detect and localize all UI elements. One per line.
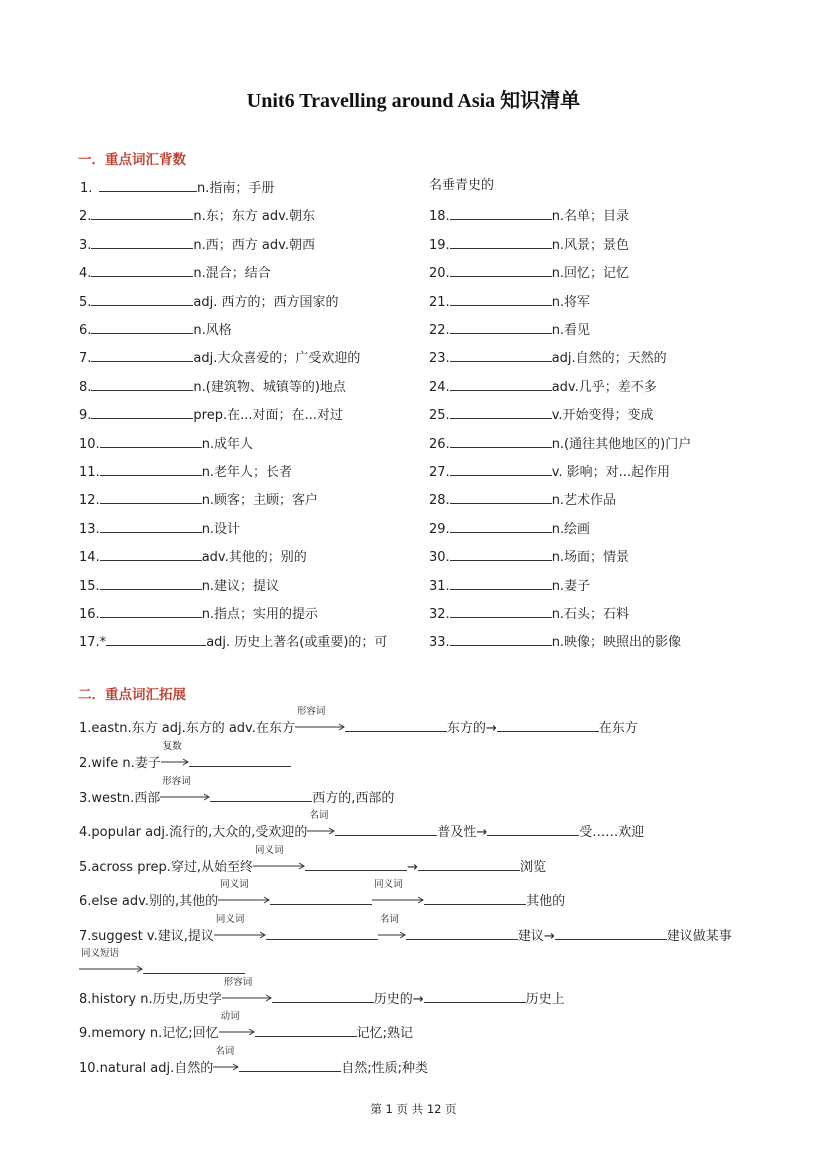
item-text: 建议做某事 <box>666 929 732 944</box>
item-number: 33. <box>429 635 450 651</box>
arrow-line <box>219 1028 255 1036</box>
vocab-item <box>429 377 657 396</box>
vocab-item <box>429 604 629 623</box>
answer-blank[interactable] <box>450 206 552 220</box>
item-number: 16. <box>79 607 100 622</box>
item-definition: adj. 西方的；西方国家的 <box>193 294 339 310</box>
arrow-icon <box>218 879 270 905</box>
item-definition: v.开始变得；变成 <box>551 408 654 424</box>
item-definition: n.回忆；记忆 <box>551 266 630 282</box>
answer-blank[interactable] <box>100 576 202 590</box>
vocab-item <box>429 320 590 339</box>
expansion-item <box>79 977 565 1009</box>
arrow-label: 同义词 <box>220 879 249 890</box>
arrow-label: 动词 <box>220 1011 240 1022</box>
item-text: 浏览 <box>519 860 546 875</box>
item-lead: 8.history n.历史,历史学 <box>79 992 222 1007</box>
vocab-item <box>79 263 271 282</box>
arrow-line <box>222 994 272 1002</box>
item-number: 9. <box>79 408 92 424</box>
answer-blank[interactable] <box>100 490 202 504</box>
arrow-label: 复数 <box>162 741 182 752</box>
item-definition: adv.几乎；差不多 <box>551 379 657 395</box>
item-number: 26. <box>429 436 450 452</box>
vocab-item <box>429 206 629 225</box>
expansion-item <box>79 879 566 911</box>
expansion-item <box>79 1011 413 1043</box>
answer-blank[interactable] <box>450 490 552 504</box>
item-definition: adj.大众喜爱的；广受欢迎的 <box>193 351 361 367</box>
vocab-item <box>79 462 292 481</box>
item-definition: n.看见 <box>551 323 591 338</box>
item-number: 10. <box>79 436 100 452</box>
vocab-item <box>79 604 318 623</box>
arrow-line <box>378 931 406 939</box>
item-definition: n.东；东方 adv.朝东 <box>193 209 315 225</box>
arrow-line <box>213 1063 239 1071</box>
arrow-icon <box>253 845 305 871</box>
arrow-line <box>214 931 266 939</box>
answer-blank[interactable] <box>100 519 202 533</box>
item-number: 19. <box>429 237 450 253</box>
vocab-item <box>429 348 667 367</box>
arrow-label: 形容词 <box>162 776 191 787</box>
item-text: 在东方 <box>598 721 638 736</box>
arrow-icon <box>378 914 406 940</box>
item-number: 27. <box>429 465 450 480</box>
item-number: 24. <box>429 379 450 395</box>
answer-blank[interactable] <box>100 462 202 476</box>
item-text: 自然;性质;种类 <box>341 1061 428 1076</box>
answer-blank[interactable] <box>345 718 447 732</box>
item-number: 15. <box>79 578 100 594</box>
item-definition: n.(建筑物、城镇等的)地点 <box>193 379 346 395</box>
arrow-line <box>307 827 335 835</box>
arrow-icon <box>295 706 345 732</box>
item-definition: n.指南；手册 <box>197 181 275 196</box>
item-lead: 9.memory n.记忆;回忆 <box>79 1026 219 1041</box>
answer-blank[interactable] <box>555 926 667 940</box>
item-number: 21. <box>429 294 450 310</box>
answer-blank[interactable] <box>450 462 552 476</box>
answer-blank[interactable] <box>450 263 552 277</box>
arrow-line <box>218 896 270 904</box>
item-lead: 1.eastn.东方 adj.东方的 adv.在东方 <box>79 721 295 736</box>
answer-blank[interactable] <box>335 822 437 836</box>
answer-blank[interactable] <box>266 926 378 940</box>
answer-blank[interactable] <box>450 576 552 590</box>
item-number: 3. <box>79 237 92 253</box>
item-number: 18. <box>429 209 450 225</box>
item-lead: 7.suggest v.建议,提议 <box>79 929 214 944</box>
item-number: 4. <box>79 266 92 282</box>
answer-blank[interactable] <box>91 320 193 334</box>
answer-blank[interactable] <box>189 753 291 767</box>
item-number: 11. <box>79 465 100 480</box>
item-number: 17.* <box>79 635 107 651</box>
item-number: 13. <box>79 521 100 537</box>
vocab-item <box>429 235 629 254</box>
arrow-label: 同义词 <box>215 914 245 925</box>
answer-blank[interactable] <box>450 235 552 249</box>
item-text: 建议→ <box>517 929 555 944</box>
item-definition: n.映像；映照出的影像 <box>551 635 682 651</box>
answer-blank[interactable] <box>450 405 552 419</box>
vocab-item <box>429 547 629 566</box>
item-text: 受……欢迎 <box>579 825 645 840</box>
item-definition: n.顾客；主顾；客户 <box>201 493 319 509</box>
item-definition: n.石头；石料 <box>551 607 630 622</box>
answer-blank[interactable] <box>100 434 202 448</box>
expansion-item <box>79 914 732 946</box>
arrow-label: 形容词 <box>223 977 253 988</box>
arrow-label: 同义词 <box>374 879 403 890</box>
vocab-item <box>429 490 616 509</box>
arrow-icon <box>307 810 335 836</box>
answer-blank[interactable] <box>255 1023 357 1037</box>
item-number: 12. <box>79 493 100 509</box>
arrow-label: 同义词 <box>255 845 284 856</box>
page-footer: 第 1 页 共 12 页 <box>370 1102 457 1116</box>
vocab-item <box>79 547 307 566</box>
item-definition: n.场面；情景 <box>551 550 630 566</box>
vocab-item <box>429 632 681 651</box>
vocab-item <box>79 292 339 311</box>
item-17-continuation: 名垂青史的 <box>429 178 495 193</box>
answer-blank[interactable] <box>100 604 202 618</box>
item-definition: v. 影响；对...起作用 <box>551 465 671 480</box>
vocab-item <box>79 206 315 225</box>
answer-blank[interactable] <box>450 604 552 618</box>
answer-blank[interactable] <box>106 632 206 646</box>
arrow-icon <box>79 948 143 974</box>
item-number: 1. <box>80 181 93 196</box>
arrow-line <box>161 758 189 766</box>
item-lead: 4.popular adj.流行的,大众的,受欢迎的 <box>79 825 308 840</box>
item-lead: 3.westn.西部 <box>79 791 161 806</box>
item-number: 8. <box>79 379 92 395</box>
item-number: 5. <box>79 294 92 310</box>
vocab-item <box>429 519 590 538</box>
item-definition: prep.在...对面；在...对过 <box>193 408 343 424</box>
vocab-item <box>429 434 691 453</box>
item-definition: n.将军 <box>551 294 591 310</box>
item-definition: n.妻子 <box>551 578 591 594</box>
page-title: Unit6 Travelling around Asia 知识清单 <box>246 90 581 112</box>
item-number: 32. <box>429 607 450 622</box>
vocab-item <box>79 320 232 339</box>
answer-blank[interactable] <box>305 857 407 871</box>
item-definition: n.西；西方 adv.朝西 <box>193 237 315 253</box>
item-definition: n.艺术作品 <box>551 493 617 509</box>
item-definition: n.指点；实用的提示 <box>201 607 319 622</box>
vocab-item <box>79 434 253 453</box>
vocab-item <box>79 632 387 651</box>
answer-blank[interactable] <box>450 292 552 306</box>
item-text: 西方的,西部的 <box>312 791 395 806</box>
expansion-item <box>79 810 645 842</box>
answer-blank[interactable] <box>450 377 552 391</box>
arrow-icon <box>222 977 272 1003</box>
vocab-item <box>429 462 670 481</box>
item-number: 25. <box>429 408 450 424</box>
item-definition: n.成年人 <box>201 436 254 452</box>
item-definition: n.名单；目录 <box>551 209 630 225</box>
item-text: → <box>407 860 418 875</box>
arrow-icon <box>219 1011 255 1037</box>
item-text: 历史的→ <box>373 992 424 1007</box>
expansion-item-continuation <box>79 948 245 980</box>
answer-blank[interactable] <box>424 989 526 1003</box>
item-definition: adj.自然的；天然的 <box>551 351 667 367</box>
item-text: 其他的 <box>526 894 566 909</box>
item-definition: n.风景；景色 <box>551 237 630 253</box>
answer-blank[interactable] <box>418 857 520 871</box>
answer-blank[interactable] <box>143 960 245 974</box>
item-number: 31. <box>429 578 450 594</box>
item-number: 30. <box>429 550 450 566</box>
answer-blank[interactable] <box>91 235 193 249</box>
item-number: 14. <box>79 550 100 566</box>
answer-blank[interactable] <box>210 788 312 802</box>
answer-blank[interactable] <box>450 434 552 448</box>
item-lead: 6.else adv.别的,其他的 <box>79 894 219 909</box>
vocab-item <box>80 178 274 197</box>
vocab-item <box>79 377 346 396</box>
item-definition: n.建议；提议 <box>201 578 280 594</box>
arrow-label: 同义短语 <box>81 948 120 959</box>
answer-blank[interactable] <box>91 263 193 277</box>
expansion-item <box>79 1046 428 1078</box>
arrow-line <box>253 862 305 870</box>
answer-blank[interactable] <box>450 320 552 334</box>
arrow-line <box>79 965 143 973</box>
answer-blank[interactable] <box>100 547 202 561</box>
vocab-item <box>429 292 590 311</box>
item-text: 普及性→ <box>437 825 488 840</box>
item-text: 记忆;熟记 <box>356 1026 413 1041</box>
answer-blank[interactable] <box>91 292 193 306</box>
answer-blank[interactable] <box>497 718 599 732</box>
arrow-label: 名词 <box>215 1046 235 1057</box>
expansion-item <box>79 741 291 773</box>
item-number: 20. <box>429 266 450 282</box>
answer-blank[interactable] <box>450 547 552 561</box>
answer-blank[interactable] <box>99 178 197 192</box>
item-definition: n.混合；结合 <box>193 266 271 282</box>
item-definition: n.风格 <box>193 323 232 338</box>
answer-blank[interactable] <box>487 822 579 836</box>
item-number: 6. <box>79 323 92 338</box>
arrow-icon <box>160 776 210 802</box>
item-definition: n.(通往其他地区的)门户 <box>551 436 692 452</box>
item-number: 2. <box>79 209 92 225</box>
expansion-item <box>79 845 546 877</box>
arrow-icon <box>372 879 424 905</box>
answer-blank[interactable] <box>270 891 372 905</box>
item-number: 23. <box>429 351 450 367</box>
answer-blank[interactable] <box>424 891 526 905</box>
arrow-icon <box>213 1046 239 1072</box>
answer-blank[interactable] <box>272 989 374 1003</box>
item-lead: 10.natural adj.自然的 <box>79 1061 214 1076</box>
section-heading-expansion: 二．重点词汇拓展 <box>78 687 186 703</box>
answer-blank[interactable] <box>91 377 193 391</box>
arrow-label: 名词 <box>379 914 399 925</box>
item-number: 22. <box>429 323 450 338</box>
arrow-label: 名词 <box>309 810 329 821</box>
vocab-item <box>79 576 279 595</box>
answer-blank[interactable] <box>239 1058 341 1072</box>
vocab-item <box>429 576 590 595</box>
item-definition: n.设计 <box>201 521 241 537</box>
arrow-line <box>372 896 424 904</box>
answer-blank[interactable] <box>450 632 552 646</box>
answer-blank[interactable] <box>406 926 518 940</box>
vocab-item <box>429 405 654 424</box>
vocab-item <box>79 405 343 424</box>
arrow-icon <box>161 741 189 767</box>
arrow-icon <box>214 914 266 940</box>
section-heading-vocab: 一．重点词汇背数 <box>78 152 186 168</box>
vocab-item <box>79 490 318 509</box>
item-lead: 5.across prep.穿过,从始至终 <box>79 860 254 875</box>
vocab-item <box>79 519 240 538</box>
answer-blank[interactable] <box>450 348 552 362</box>
item-number: 29. <box>429 521 450 537</box>
item-definition: n.绘画 <box>551 521 591 537</box>
item-definition: adv.其他的；别的 <box>201 550 307 566</box>
vocab-item <box>79 235 315 254</box>
item-number: 28. <box>429 493 450 509</box>
item-text: 历史上 <box>525 992 565 1007</box>
answer-blank[interactable] <box>91 348 193 362</box>
expansion-item <box>79 706 638 738</box>
arrow-line <box>295 723 345 731</box>
item-lead: 2.wife n.妻子 <box>79 756 161 771</box>
answer-blank[interactable] <box>91 405 193 419</box>
vocab-item <box>429 263 629 282</box>
expansion-item <box>79 776 395 808</box>
item-definition: n.老年人；长者 <box>201 465 293 480</box>
vocab-item <box>79 348 360 367</box>
item-text: 东方的→ <box>446 721 497 736</box>
arrow-line <box>160 793 210 801</box>
arrow-label: 形容词 <box>296 706 326 717</box>
item-definition: adj. 历史上著名(或重要)的；可 <box>206 635 388 651</box>
item-number: 7. <box>79 351 92 367</box>
answer-blank[interactable] <box>450 519 552 533</box>
answer-blank[interactable] <box>91 206 193 220</box>
